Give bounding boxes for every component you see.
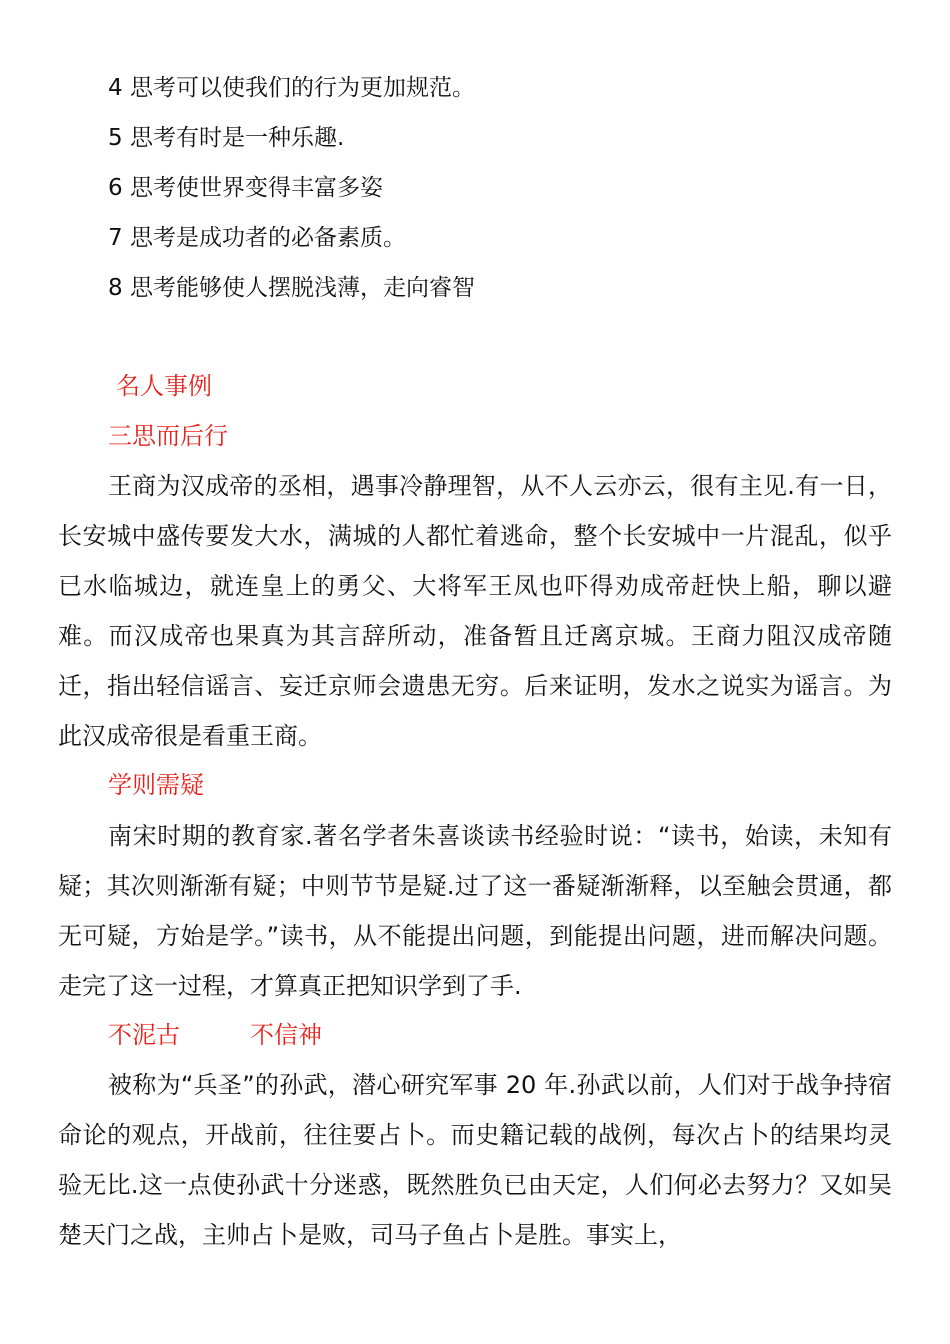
section-title: 名人事例: [116, 372, 212, 400]
story-title: 三思而后行: [108, 422, 228, 450]
list-item: 7 思考是成功者的必备素质。: [108, 225, 406, 251]
story-title: 学则需疑: [108, 771, 204, 799]
story-paragraph: 王商为汉成帝的丞相，遇事冷静理智，从不人云亦云，很有主见.有一日，长安城中盛传要发大水，满城的人都忙着逃命，整个长安城中一片混乱，似乎已水临城边，就连皇上的勇父、大将军王凤也吓得劝成帝赶快上船，聊以避难。而汉成帝也果真为其言辞所动，准备暂且迁离京城。王商力阻汉成帝随迁，指出轻信谣言、妄迁京师会遗患无穷。后来证明，发水之说实为谣言。为此汉成帝很是看重王商。: [58, 472, 892, 750]
list-item: 6 思考使世界变得丰富多姿: [108, 175, 383, 201]
list-item: 5 思考有时是一种乐趣.: [108, 125, 345, 151]
story-paragraph: 被称为“兵圣”的孙武，潜心研究军事 20 年.孙武以前，人们对于战争持宿命论的观点，开战前，往往要占卜。而史籍记载的战例，每次占卜的结果均灵验无比.这一点使孙武十分迷惑，既然胜负已由天定，人们何必去努力？又如吴楚天门之战，主帅占卜是败，司马子鱼占卜是胜。事实上，: [58, 1071, 892, 1249]
list-item: 8 思考能够使人摆脱浅薄，走向睿智: [108, 275, 475, 301]
list-item: 4 思考可以使我们的行为更加规范。: [108, 75, 475, 101]
story-title: 不泥古: [108, 1021, 180, 1049]
story-title: 不信神: [250, 1021, 322, 1049]
story-paragraph: 南宋时期的教育家.著名学者朱喜谈读书经验时说：“读书，始读，未知有疑；其次则渐渐有疑；中则节节是疑.过了这一番疑渐渐释，以至触会贯通，都无可疑，方始是学。”读书，从不能提出问题，到能提出问题，进而解决问题。走完了这一过程，才算真正把知识学到了手.: [58, 822, 892, 1000]
